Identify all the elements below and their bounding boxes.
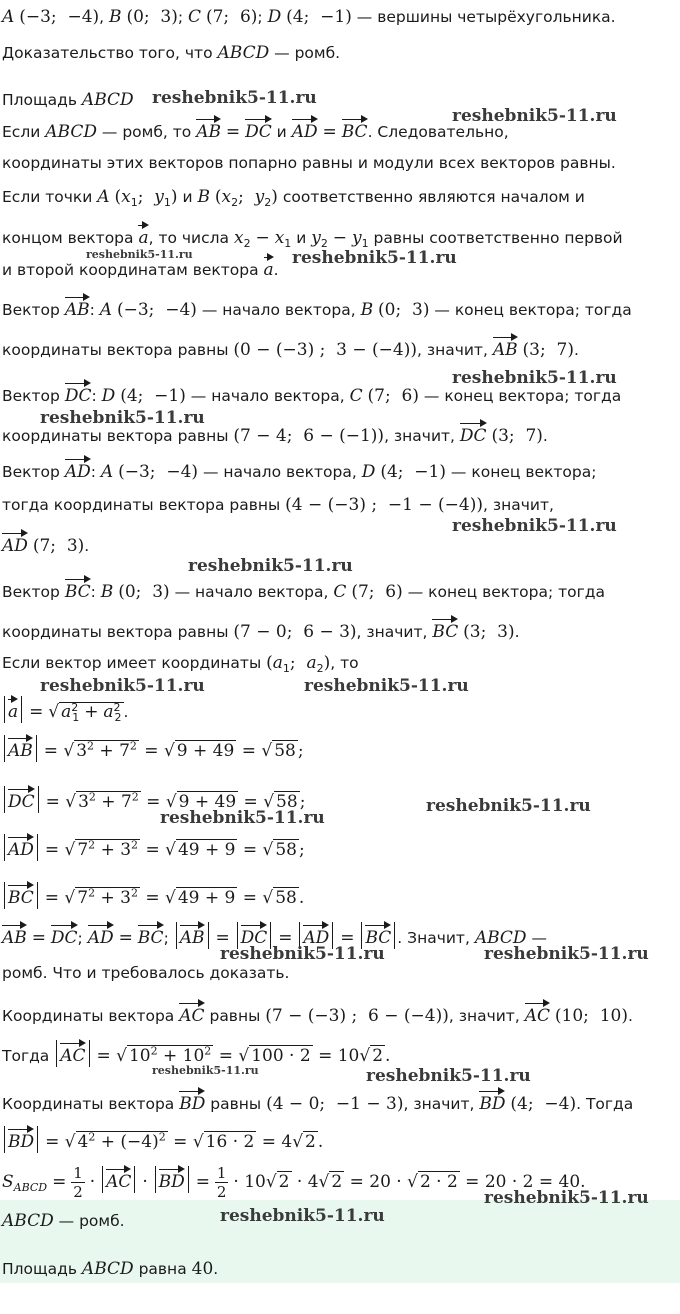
modulus-bd: BD = √ $4^2 + (-4)^2$ = √ 16 · 2 = 4√ 2 . (2, 1126, 680, 1153)
text-line: концом вектора a, то числа $x_2 - x_1$ и $y_2 - y_1$ равны соответственно первой (2, 222, 680, 255)
vector-bd-line: Координаты вектора BD равны (4 − 0; −1 − 3), значит, BD (4; −4). Тогда (2, 1088, 680, 1115)
watermark: reshebnik5-11.ru (220, 944, 385, 964)
text-line: координаты этих векторов попарно равны и модули всех векторов равны. (2, 154, 616, 172)
modulus-dc: DC = √ $3^2 + 7^2$ = √ 9 + 49 = √ 58 ; (2, 786, 680, 813)
modulus-bc: BC = √ $7^2 + 3^2$ = √ 49 + 9 = √ 58 . (2, 882, 680, 909)
text-line: и второй координатам вектора a. (2, 254, 680, 281)
answer-area: Площадь ABCD равна 40. (2, 1259, 219, 1279)
vector-ab-coords: координаты вектора равны (0 − (−3) ; 3 − (−4)), значит, AB (3; 7). (2, 334, 680, 361)
vertices-line: A (−3; −4), B (0; 3); C (7; 6); D (4; −1) — вершины четырёхугольника. (2, 7, 616, 27)
proof-end: ромб. Что и требовалось доказать. (2, 964, 290, 982)
watermark: reshebnik5-11.ru (160, 808, 325, 828)
watermark: reshebnik5-11.ru (452, 106, 617, 126)
watermark: reshebnik5-11.ru (188, 556, 353, 576)
vector-ac-line: Координаты вектора AC равны (7 − (−3) ; 6 − (−4)), значит, AC (10; 10). (2, 1000, 680, 1027)
watermark: reshebnik5-11.ru (304, 676, 469, 696)
vector-ab-line: Вектор AB: A (−3; −4) — начало вектора, B (0; 3) — конец вектора; тогда (2, 294, 680, 321)
vector-ad-coords: тогда координаты вектора равны (4 − (−3) ; −1 − (−4)), значит, (2, 495, 554, 515)
vector-dc-coords: координаты вектора равны (7 − 4; 6 − (−1)), значит, DC (3; 7). (2, 420, 680, 447)
modulus-intro: Если вектор имеет координаты ($a_1$; $a_2$), то (2, 653, 359, 676)
vector-bc-line: Вектор BC: B (0; 3) — начало вектора, C (7; 6) — конец вектора; тогда (2, 576, 680, 603)
watermark: reshebnik5-11.ru (452, 368, 617, 388)
vector-ad-result: AD (7; 3). (2, 530, 680, 557)
modulus-ac: Тогда AC = √ $10^2 + 10^2$ = √ 100 · 2 = 10√ 2 . (2, 1040, 680, 1067)
text-line: Если точки A ($x_1$; $y_1$) и B ($x_2$; $y_2$) соответственно являются началом и (2, 187, 585, 210)
vector-ad-line: Вектор AD: A (−3; −4) — начало вектора, D (4; −1) — конец вектора; (2, 456, 680, 483)
modulus-ab: AB = √ $3^2 + 7^2$ = √ 9 + 49 = √ 58 ; (2, 735, 680, 762)
watermark: reshebnik5-11.ru (484, 1188, 649, 1208)
watermark: reshebnik5-11.ru (292, 248, 457, 268)
watermark: reshebnik5-11.ru (452, 516, 617, 536)
area-heading: Площадь ABCD (2, 90, 134, 110)
watermark: reshebnik5-11.ru (366, 1066, 531, 1086)
watermark: reshebnik5-11.ru (484, 944, 649, 964)
answer-rhombus: ABCD — ромб. (2, 1211, 125, 1231)
rhombus-condition: Если ABCD — ромб, то AB = DC и AD = BC. Следовательно, (2, 116, 680, 143)
watermark: reshebnik5-11.ru (86, 248, 193, 261)
watermark: reshebnik5-11.ru (152, 88, 317, 108)
rhombus-conclusion: AB = DC; AD = BC; AB = DC = AD = BC . Значит, ABCD — (2, 922, 680, 949)
proof-heading: Доказательство того, что ABCD — ромб. (2, 43, 341, 63)
watermark: reshebnik5-11.ru (40, 676, 205, 696)
vector-bc-coords: координаты вектора равны (7 − 0; 6 − 3), значит, BC (3; 3). (2, 616, 680, 643)
area-formula: $S_{ABCD}$ = $\frac{1}{2}$ · AC · BD = $\frac{1}{2}$ · 10√ 2 · 4√ 2 = 20 · √ 2 · 2 = 20 · 2 = 40. (2, 1164, 586, 1201)
watermark: reshebnik5-11.ru (152, 1064, 259, 1077)
modulus-ad: AD = √ $7^2 + 3^2$ = √ 49 + 9 = √ 58 ; (2, 834, 680, 861)
watermark: reshebnik5-11.ru (40, 408, 205, 428)
watermark: reshebnik5-11.ru (426, 796, 591, 816)
watermark: reshebnik5-11.ru (220, 1206, 385, 1226)
modulus-formula: a = √ $a^2_1 + a^2_2$ . (2, 696, 680, 729)
vector-dc-line: Вектор DC: D (4; −1) — начало вектора, C (7; 6) — конец вектора; тогда (2, 380, 680, 407)
